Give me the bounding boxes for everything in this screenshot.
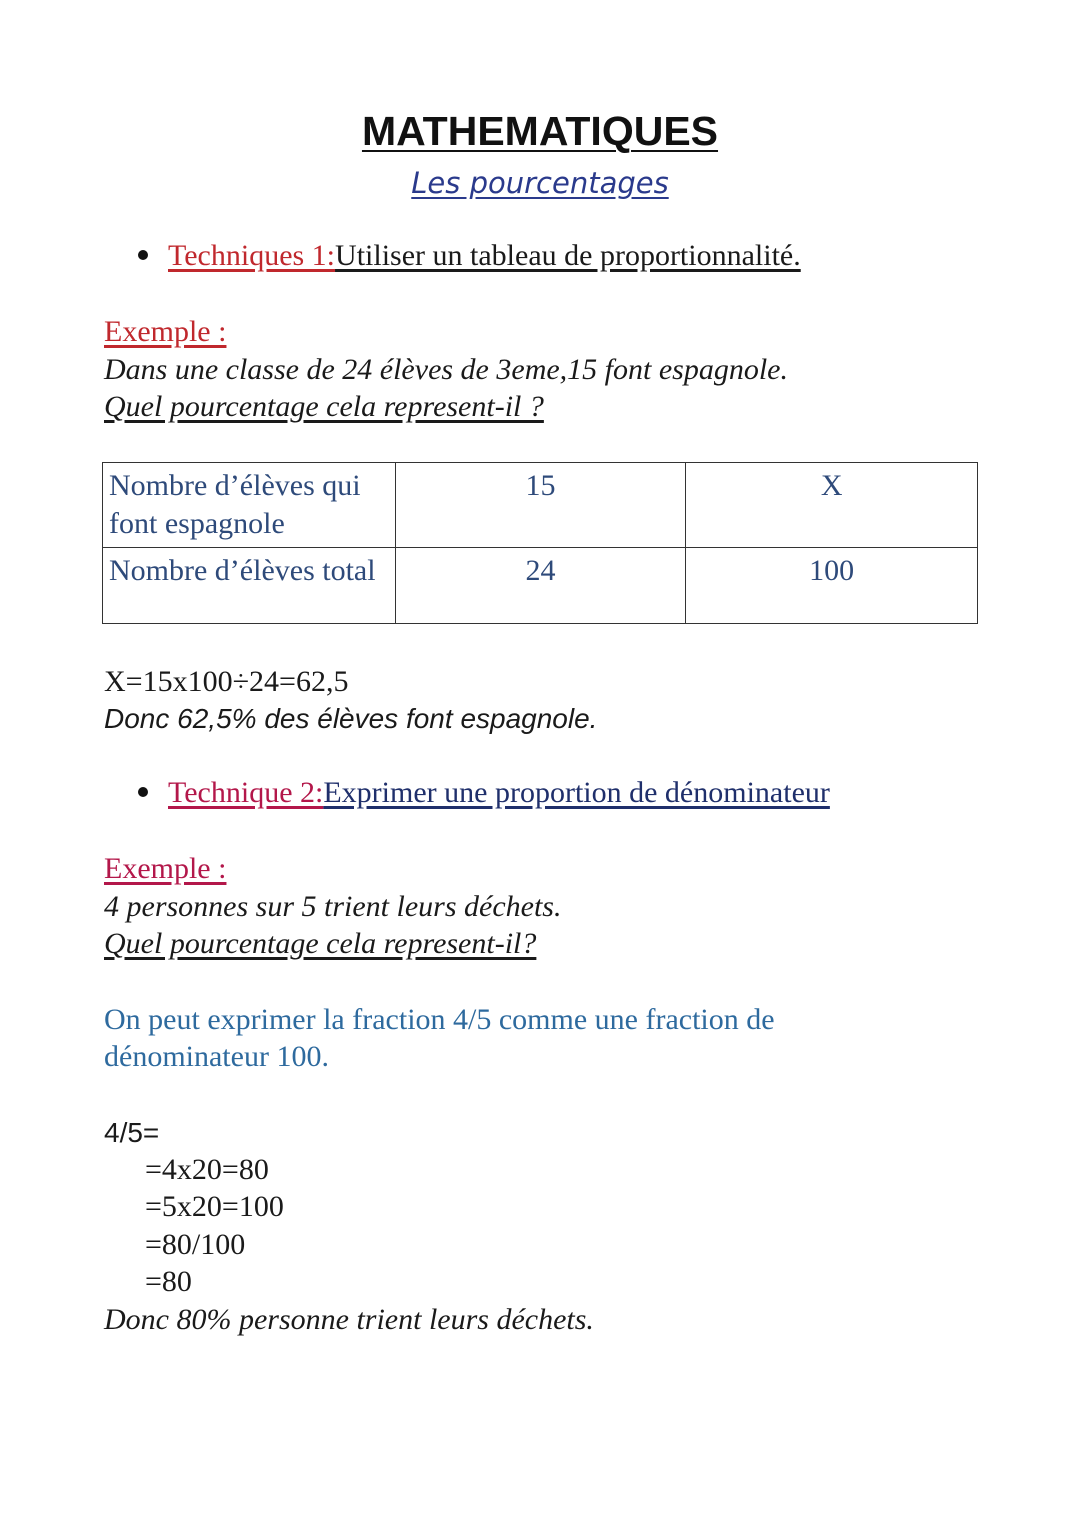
- technique-2-text: Exprimer une proportion de dénominateur: [323, 776, 830, 809]
- bullet-icon: [138, 787, 148, 797]
- table-row: [103, 548, 978, 624]
- example-1-statement: Dans une classe de 24 élèves de 3eme,15 font espagnole.: [104, 353, 788, 386]
- calculation-2-step: =80: [145, 1265, 192, 1298]
- table-cell-value: 15: [395, 463, 686, 548]
- bullet-icon: [138, 250, 148, 260]
- technique-2-label: Technique 2:: [168, 776, 324, 809]
- example-2-question: Quel pourcentage cela represent-il?: [104, 927, 537, 960]
- table-cell-value: 24: [395, 548, 686, 624]
- table-cell-value: 100: [686, 548, 978, 624]
- table-cell-value: X: [686, 463, 978, 548]
- page-title-text: MATHEMATIQUES: [361, 108, 719, 154]
- calculation-2-start: 4/5=: [104, 1117, 160, 1148]
- table-cell-label: Nombre d’élèves qui font espagnole: [103, 463, 396, 548]
- example-2-heading: Exemple :: [104, 852, 227, 885]
- proportion-table: [102, 462, 978, 624]
- technique-2-line: [138, 775, 830, 811]
- table-cell-label: Nombre d’élèves total: [103, 548, 396, 624]
- calculation-1: X=15x100÷24=62,5: [104, 665, 349, 698]
- explanation-line-2: dénominateur 100.: [104, 1040, 329, 1073]
- technique-1-text: Utiliser un tableau de proportionnalité.: [335, 239, 801, 272]
- example-1-heading: Exemple :: [104, 315, 227, 348]
- page-subtitle-text: Les pourcentages: [411, 166, 669, 200]
- explanation-line-1: On peut exprimer la fraction 4/5 comme une fraction de: [104, 1003, 775, 1036]
- calculation-2-step: =80/100: [145, 1228, 246, 1261]
- example-1-question: Quel pourcentage cela represent-il ?: [104, 390, 544, 423]
- table-row: [103, 463, 978, 548]
- page-subtitle: [0, 165, 1080, 201]
- page-title: [0, 106, 1080, 156]
- calculation-2-step: =5x20=100: [145, 1190, 284, 1223]
- conclusion-2: Donc 80% personne trient leurs déchets.: [104, 1303, 594, 1336]
- technique-1-line: [138, 238, 801, 274]
- technique-1-label: Techniques 1:: [168, 239, 336, 272]
- example-2-statement: 4 personnes sur 5 trient leurs déchets.: [104, 890, 562, 923]
- calculation-2-step: =4x20=80: [145, 1153, 269, 1186]
- conclusion-1: Donc 62,5% des élèves font espagnole.: [104, 703, 598, 734]
